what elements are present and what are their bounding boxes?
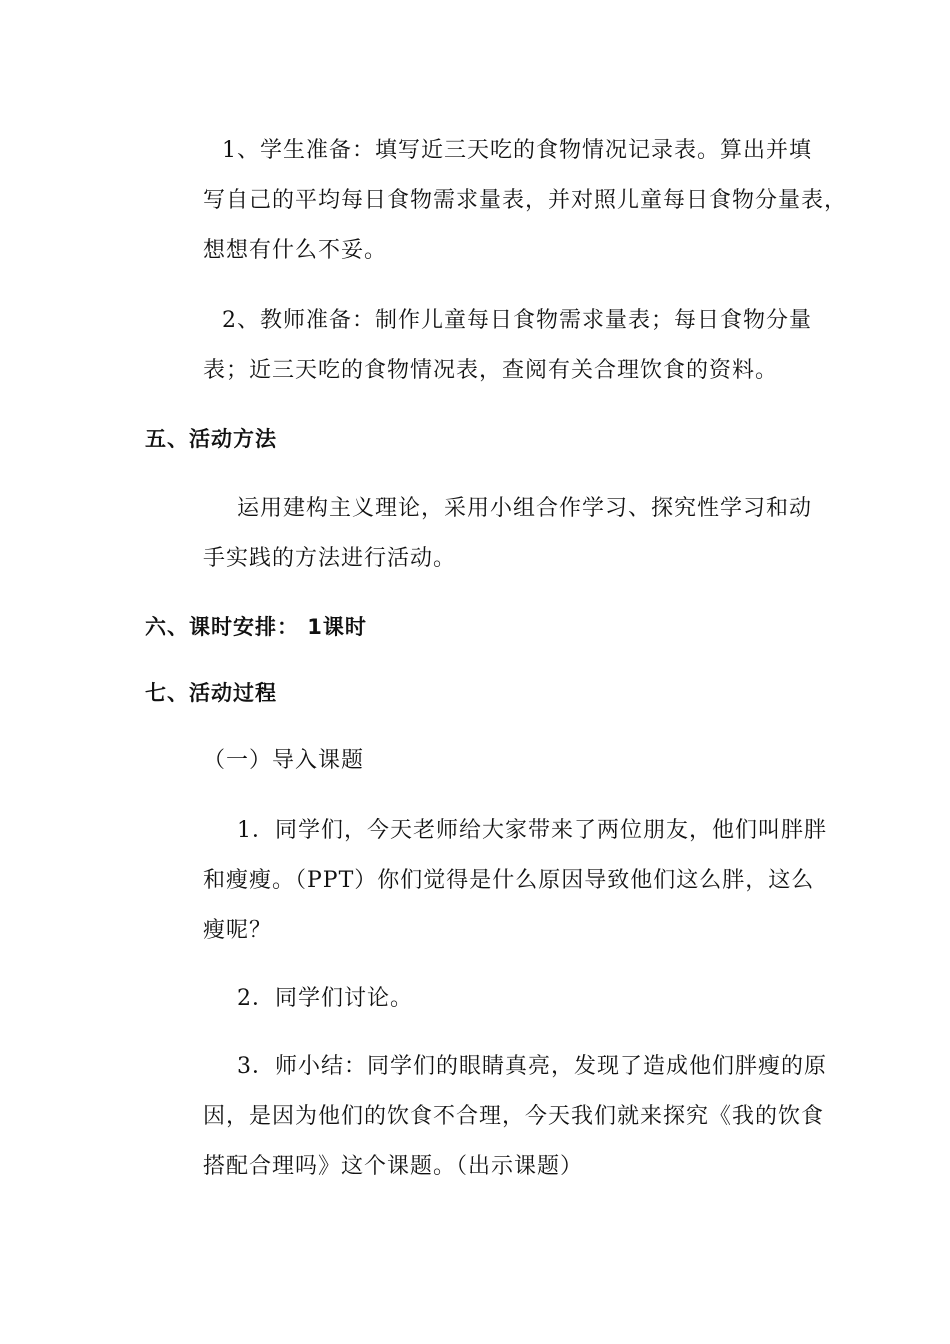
prep-item2-line1: 2、教师准备：制作儿童每日食物需求量表；每日食物分量 <box>222 308 812 333</box>
section7-p2-line1: 2．同学们讨论。 <box>237 986 413 1011</box>
section7-heading: 七、活动过程 <box>145 681 277 705</box>
section7-p1-line3: 瘦呢？ <box>203 918 273 943</box>
prep-item1-line1: 1、学生准备：填写近三天吃的食物情况记录表。算出并填 <box>222 138 812 163</box>
section7-p1-line2: 和瘦瘦。（PPT）你们觉得是什么原因导致他们这么胖，这么 <box>203 868 815 893</box>
section5-line1: 运用建构主义理论，采用小组合作学习、探究性学习和动 <box>237 496 813 521</box>
prep-item2-line2: 表；近三天吃的食物情况表，查阅有关合理饮食的资料。 <box>203 358 779 383</box>
section7-p3-line1: 3．师小结：同学们的眼睛真亮，发现了造成他们胖瘦的原 <box>237 1054 827 1079</box>
section5-heading: 五、活动方法 <box>145 427 277 451</box>
section7-p1-line1: 1．同学们，今天老师给大家带来了两位朋友，他们叫胖胖 <box>237 818 827 843</box>
prep-item1-line2: 写自己的平均每日食物需求量表，并对照儿童每日食物分量表， <box>203 188 848 213</box>
section7-p3-line2: 因，是因为他们的饮食不合理，今天我们就来探究《我的饮食 <box>203 1104 825 1129</box>
section6-heading: 六、课时安排： 1课时 <box>145 615 367 639</box>
section7-subheading: （一）导入课题 <box>203 748 365 773</box>
section5-line2: 手实践的方法进行活动。 <box>203 546 457 571</box>
section7-p3-line3: 搭配合理吗》这个课题。（出示课题） <box>203 1154 584 1179</box>
prep-item1-line3: 想想有什么不妥。 <box>203 238 388 263</box>
